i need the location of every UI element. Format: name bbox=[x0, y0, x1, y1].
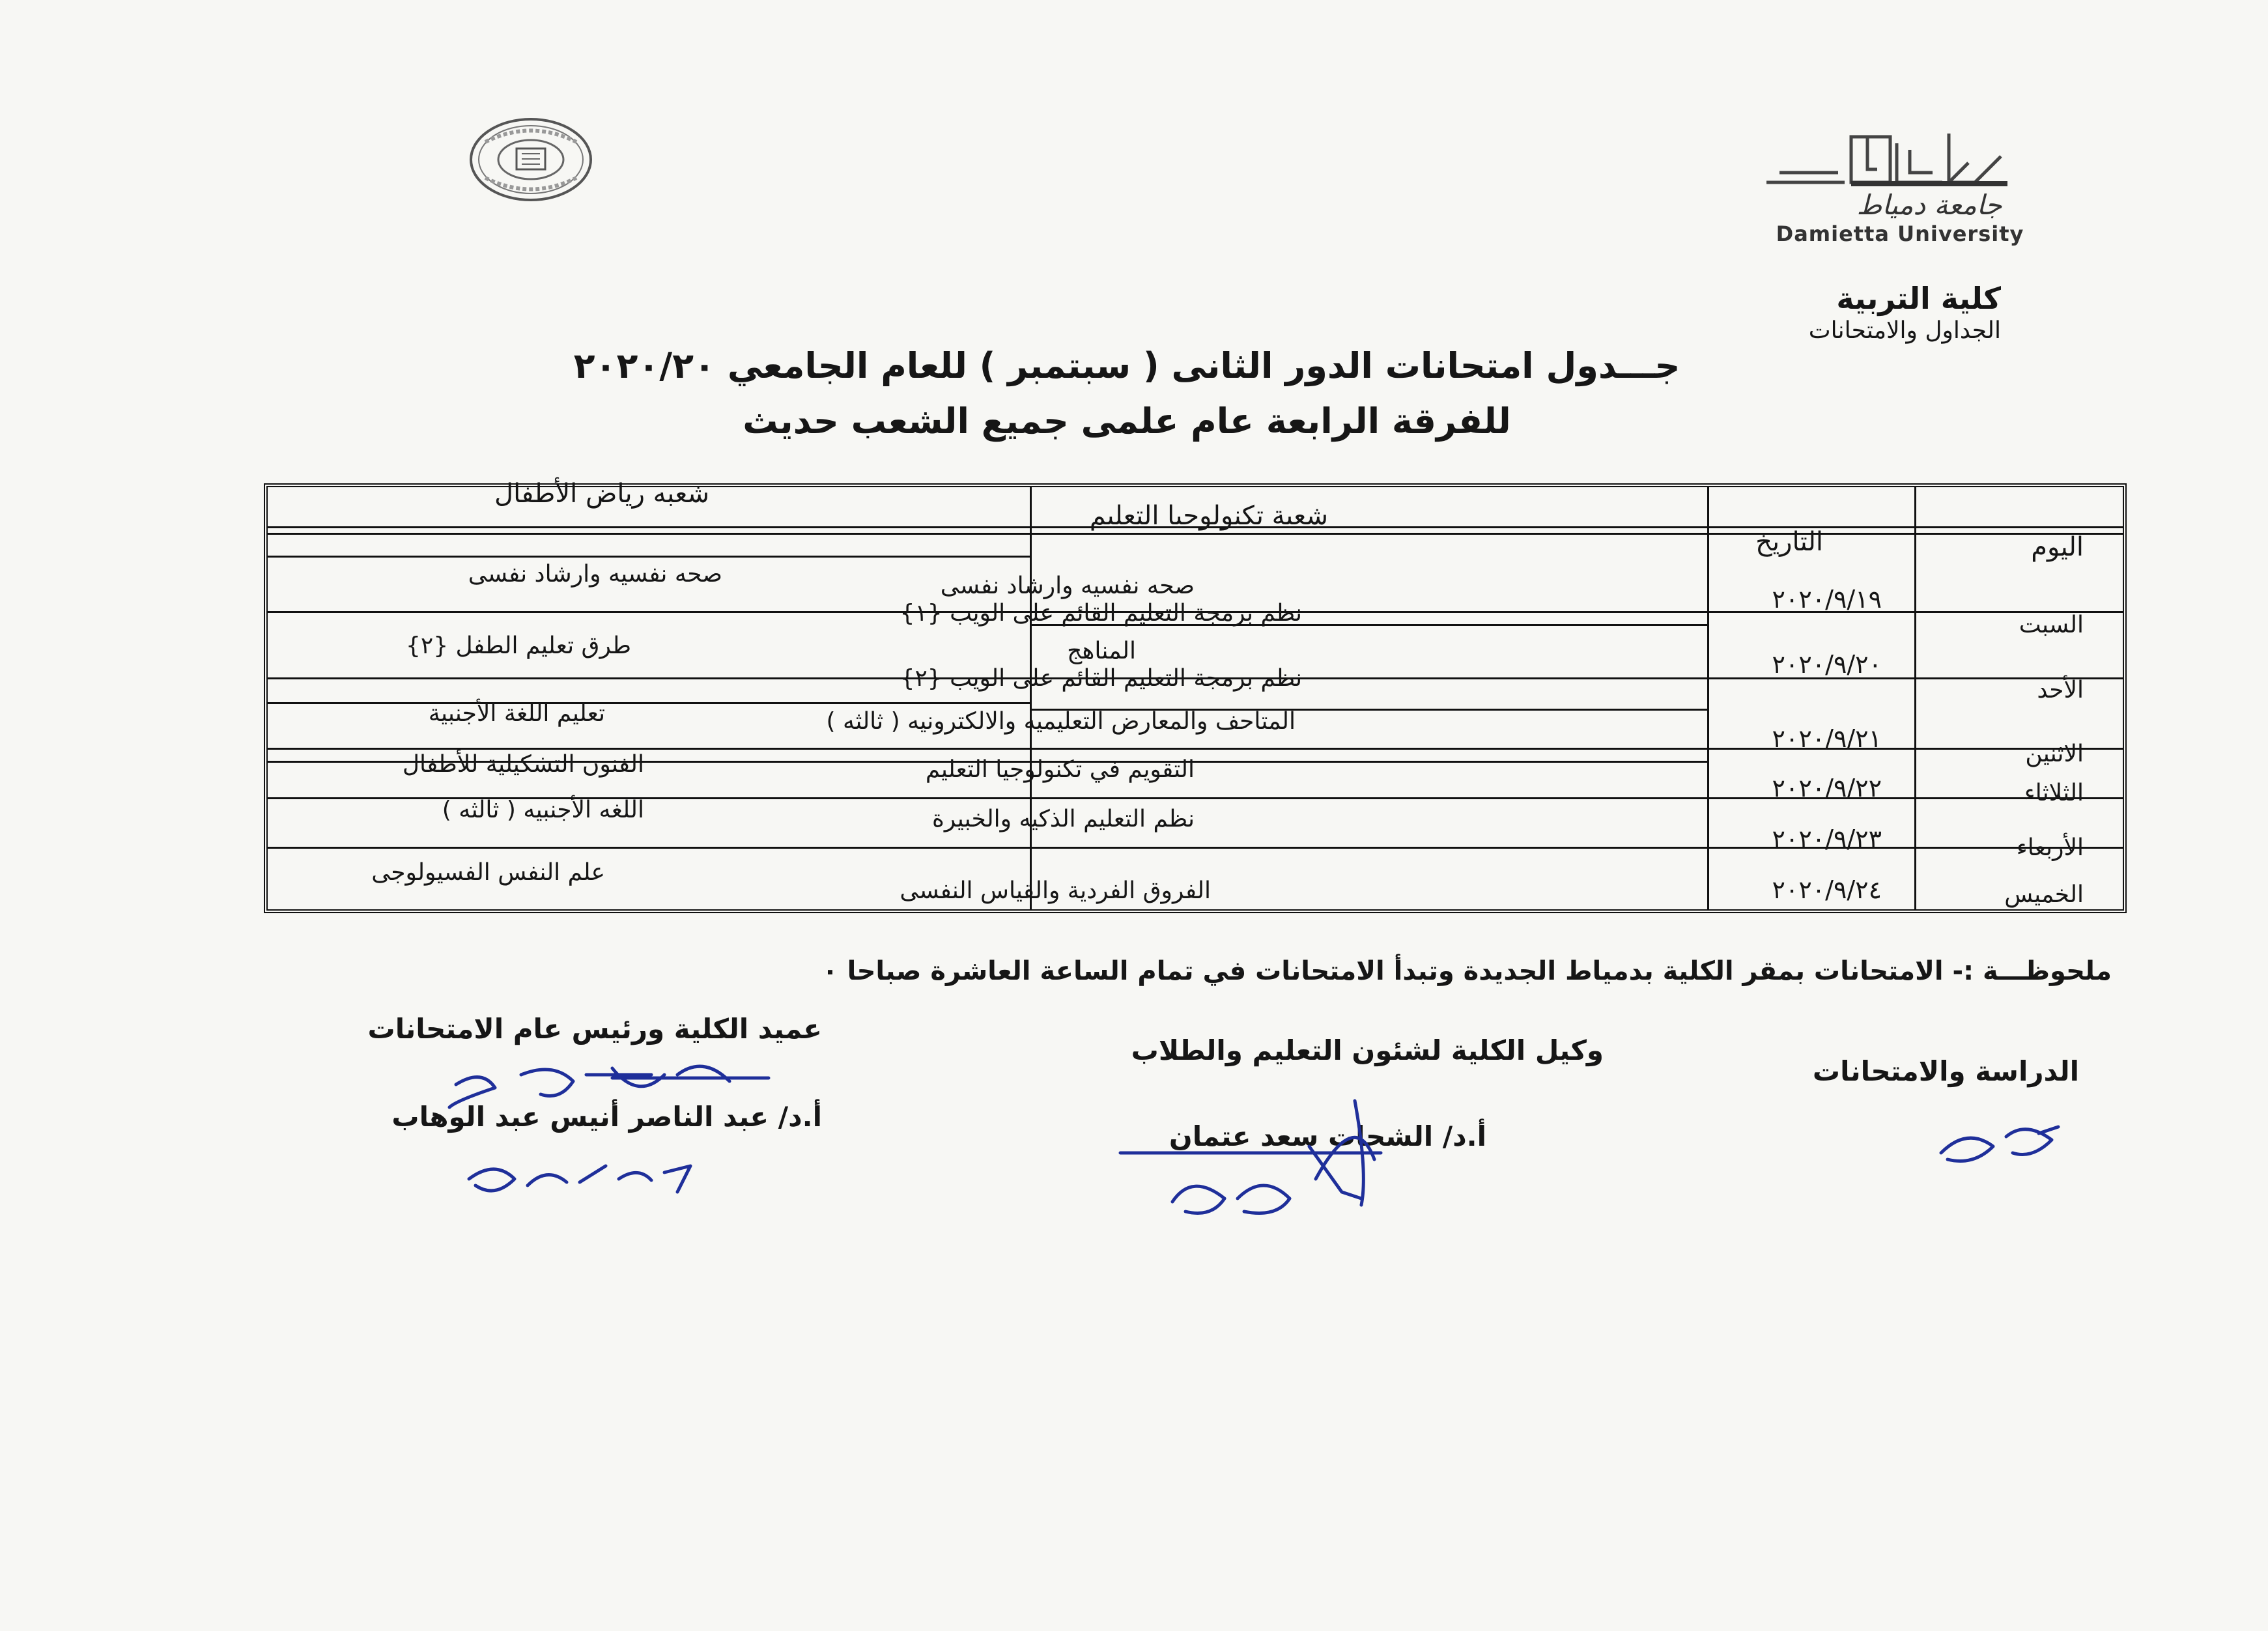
row4-tech-1: التقويم في تكنولوجيا التعليم bbox=[925, 756, 1195, 783]
header-date: التاريخ bbox=[1755, 527, 1823, 557]
schedule-subtitle: للفرقة الرابعة عام علمى جميع الشعب حديث bbox=[743, 401, 1511, 442]
row3-day: الاثنين bbox=[2025, 741, 2084, 767]
row4-day: الثلاثاء bbox=[2024, 780, 2084, 806]
vice-dean-signature-mark bbox=[1172, 1186, 1225, 1213]
row3-date: ٢٠٢٠/٩/٢١ bbox=[1772, 724, 1882, 753]
vice-dean-title: وكيل الكلية لشئون التعليم والطلاب bbox=[1131, 1034, 1604, 1066]
header-kg: شعبه رياض الأطفال bbox=[494, 479, 709, 509]
studies-exams-signatory: الدراسة والامتحانات bbox=[1812, 1055, 2079, 1087]
row2-day: الأحد bbox=[2037, 677, 2084, 703]
row6-kg-1: علم النفس الفسيولوجى bbox=[371, 859, 605, 886]
dean-name: أ.د/ عبد الناصر أنيس عبد الوهاب bbox=[391, 1101, 822, 1133]
row4-kg-1: الفنون التشكيلية للأطفال bbox=[402, 751, 644, 778]
row1-tech-2: نظم برمجة التعليم القائم على الويب {١} bbox=[900, 600, 1302, 627]
row1-date: ٢٠٢٠/٩/١٩ bbox=[1772, 585, 1882, 614]
row6-tech-1: الفروق الفردية والقياس النفسى bbox=[900, 877, 1211, 904]
header-day: اليوم bbox=[2031, 532, 2084, 562]
row5-date: ٢٠٢٠/٩/٢٣ bbox=[1772, 825, 1882, 853]
dean-title: عميد الكلية ورئيس عام الامتحانات bbox=[367, 1013, 822, 1045]
logo-arabic-name: جامعة دمياط bbox=[1856, 189, 2002, 221]
faculty-name: كلية التربية bbox=[1836, 281, 2001, 316]
dean-date-mark bbox=[469, 1169, 515, 1191]
row5-kg-1: اللغه الأجنبيه ( ثالثه ) bbox=[442, 797, 644, 823]
schedule-title: جـــدول امتحانات الدور الثانى ( سبتمبر ) للعام الجامعي ٢٠٢٠/٢٠ bbox=[573, 345, 1680, 386]
dean-signature-mark bbox=[449, 1077, 495, 1107]
vice-dean-name: أ.د/ الشحات سعد عتمان bbox=[1169, 1120, 1486, 1152]
row5-day: الأربعاء bbox=[2016, 834, 2084, 861]
row3-kg-1: تعليم اللغة الأجنبية bbox=[428, 700, 605, 727]
row2-date: ٢٠٢٠/٩/٢٠ bbox=[1772, 650, 1882, 679]
row2-tech-1: المناهج bbox=[1067, 638, 1136, 664]
exam-note: ملحوظـــة :- الامتحانات بمقر الكلية بدمياط الجديدة وتبدأ الامتحانات في تمام الساعة العاشرة صباحا ٠ bbox=[822, 956, 2112, 986]
row4-date: ٢٠٢٠/٩/٢٢ bbox=[1772, 774, 1882, 802]
row2-tech-2: نظم برمجة التعليم القائم على الويب {٢} bbox=[900, 665, 1302, 692]
row3-tech-1: المتاحف والمعارض التعليميه والالكترونيه ( ثالثه ) bbox=[826, 708, 1296, 735]
row1-kg-1: صحه نفسيه وارشاد نفسى bbox=[468, 561, 722, 588]
row6-date: ٢٠٢٠/٩/٢٤ bbox=[1772, 875, 1882, 904]
row5-tech-1: نظم التعليم الذكيه والخبيرة bbox=[932, 806, 1195, 832]
studies-signature-mark bbox=[1941, 1138, 1993, 1161]
header-tech: شعبة تكنولوجيا التعليم bbox=[1089, 501, 1328, 531]
row1-day: السبت bbox=[2019, 612, 2084, 638]
logo-english-name: Damietta University bbox=[1776, 221, 2024, 246]
department-name: الجداول والامتحانات bbox=[1808, 317, 2001, 344]
row1-tech-1: صحه نفسيه وارشاد نفسى bbox=[940, 573, 1195, 599]
row6-day: الخميس bbox=[2004, 881, 2084, 908]
row1-kg-2: طرق تعليم الطفل {٢} bbox=[405, 632, 631, 659]
